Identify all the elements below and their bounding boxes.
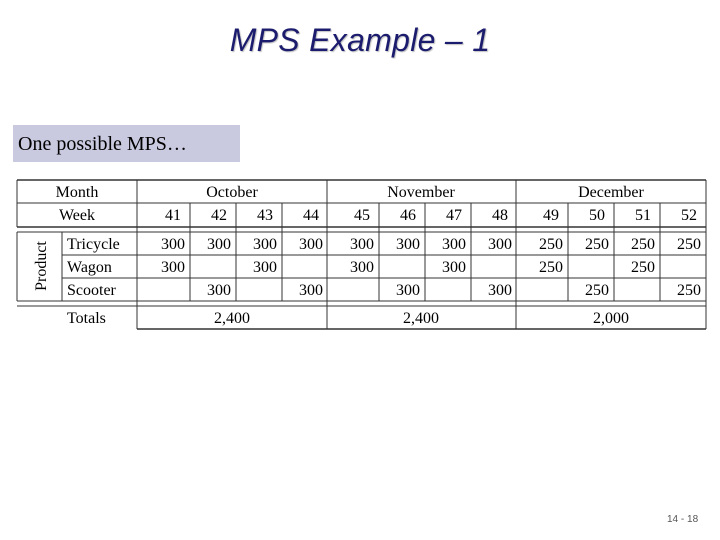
- week-number-52: 52: [681, 207, 697, 224]
- subtitle-text: One possible MPS…: [18, 133, 187, 155]
- month-november: November: [387, 184, 455, 201]
- week-number-48: 48: [492, 207, 508, 224]
- month-header: Month: [55, 184, 99, 201]
- week-cells: [161, 207, 701, 299]
- cell-scooter-week-46: 300: [396, 282, 420, 299]
- week-number-42: 42: [211, 207, 227, 224]
- week-number-43: 43: [257, 207, 273, 224]
- totals-label: Totals: [67, 310, 106, 327]
- week-number-47: 47: [446, 207, 462, 224]
- week-number-46: 46: [400, 207, 416, 224]
- week-number-45: 45: [354, 207, 370, 224]
- total-october: 2,400: [214, 310, 250, 327]
- cell-scooter-week-50: 250: [585, 282, 609, 299]
- total-december: 2,000: [593, 310, 629, 327]
- slide-title: MPS Example – 1: [229, 22, 491, 58]
- cell-tricycle-week-46: 300: [396, 236, 420, 253]
- month-october: October: [206, 184, 258, 201]
- week-header: Week: [58, 207, 96, 224]
- cell-scooter-week-42: 300: [207, 282, 231, 299]
- cell-wagon-week-47: 300: [442, 259, 466, 276]
- week-number-44: 44: [303, 207, 319, 224]
- table-grid: [17, 180, 706, 329]
- cell-tricycle-week-41: 300: [161, 236, 185, 253]
- cell-tricycle-week-48: 300: [488, 236, 512, 253]
- cell-tricycle-week-43: 300: [253, 236, 277, 253]
- cell-scooter-week-44: 300: [299, 282, 323, 299]
- cell-scooter-week-52: 250: [677, 282, 701, 299]
- cell-wagon-week-51: 250: [631, 259, 655, 276]
- month-december: December: [578, 184, 644, 201]
- cell-wagon-week-43: 300: [253, 259, 277, 276]
- cell-scooter-week-48: 300: [488, 282, 512, 299]
- product-name-tricycle: Tricycle: [67, 236, 120, 253]
- total-november: 2,400: [403, 310, 439, 327]
- page-number: 14 - 18: [667, 514, 699, 525]
- product-name-scooter: Scooter: [67, 282, 116, 299]
- week-number-50: 50: [589, 207, 605, 224]
- cell-tricycle-week-44: 300: [299, 236, 323, 253]
- cell-tricycle-week-45: 300: [350, 236, 374, 253]
- cell-tricycle-week-47: 300: [442, 236, 466, 253]
- cell-tricycle-week-42: 300: [207, 236, 231, 253]
- week-number-51: 51: [635, 207, 651, 224]
- week-number-41: 41: [165, 207, 181, 224]
- cell-tricycle-week-50: 250: [585, 236, 609, 253]
- cell-tricycle-week-49: 250: [539, 236, 563, 253]
- week-number-49: 49: [543, 207, 559, 224]
- cell-wagon-week-45: 300: [350, 259, 374, 276]
- product-name-wagon: Wagon: [67, 259, 112, 276]
- product-axis-label: Product: [33, 241, 50, 291]
- cell-wagon-week-41: 300: [161, 259, 185, 276]
- cell-wagon-week-49: 250: [539, 259, 563, 276]
- cell-tricycle-week-51: 250: [631, 236, 655, 253]
- cell-tricycle-week-52: 250: [677, 236, 701, 253]
